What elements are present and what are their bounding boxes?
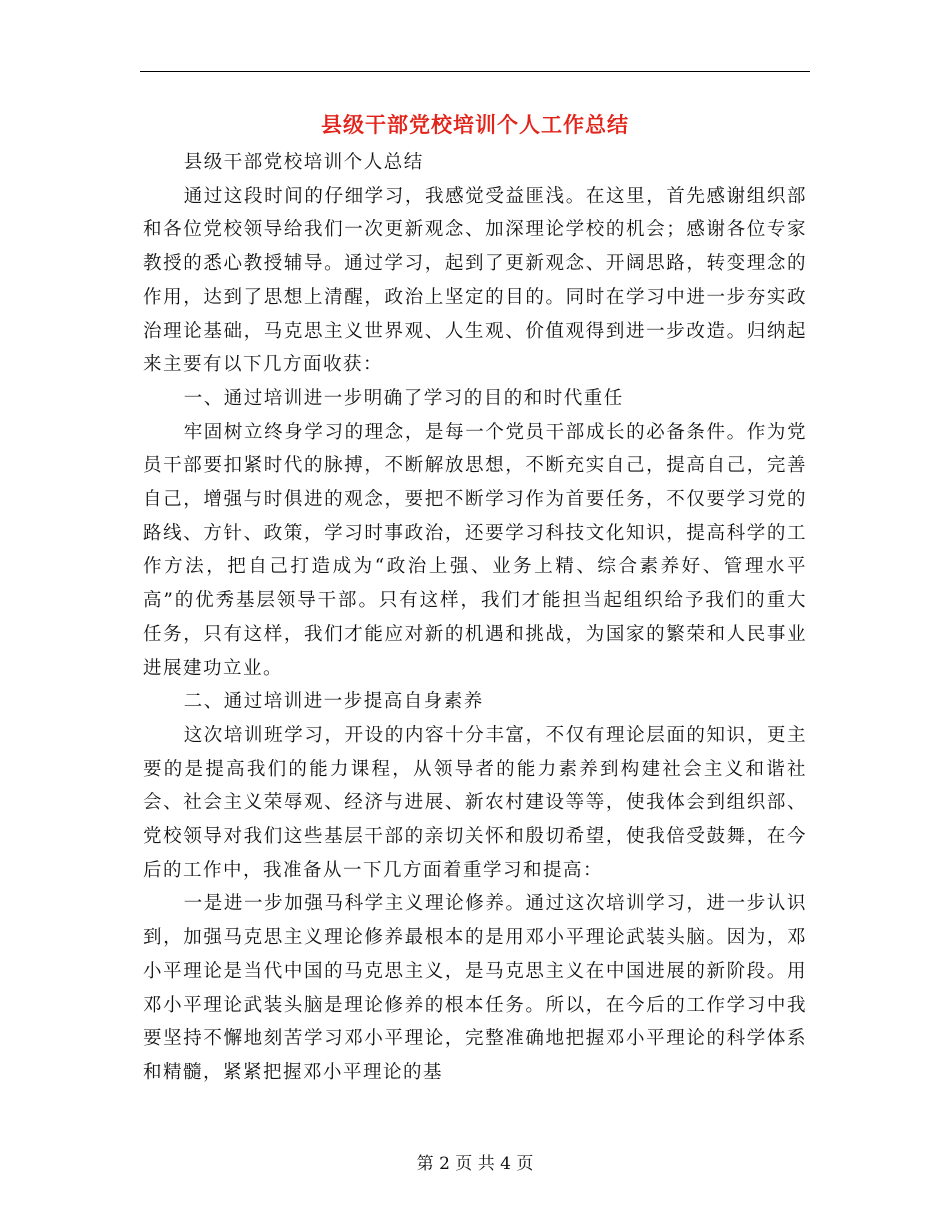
body-paragraph: 牢固树立终身学习的理念，是每一个党员干部成长的必备条件。作为党员干部要扣紧时代的脉搏，不断解放思想，不断充实自己，提高自己，完善自己，增强与时俱进的观念，要把不断学习作为首要任务，不仅要学习党的路线、方针、政策，学习时事政治，还要学习科技文化知识，提高科学的工作方法，把自己打造成为“政治上强、业务上精、综合素养好、管理水平高”的优秀基层领导干部。只有这样，我们才能担当起组织给予我们的重大任务，只有这样，我们才能应对新的机遇和挑战，为国家的繁荣和人民事业进展建功立业。 xyxy=(143,421,807,679)
section-heading: 一、通过培训进一步明确了学习的目的和时代重任 xyxy=(183,387,624,409)
subtitle-paragraph: 县级干部党校培训个人总结 xyxy=(183,152,424,173)
body-paragraph: 通过这段时间的仔细学习，我感觉受益匪浅。在这里，首先感谢组织部和各位党校领导给我们一次更新观念、加深理论学校的机会；感谢各位专家教授的悉心教授辅导。通过学习，起到了更新观念、开阔思路，转变理念的作用，达到了思想上清醒，政治上坚定的目的。同时在学习中进一步夯实政治理论基础，马克思主义世界观、人生观、价值观得到进一步改造。归纳起来主要有以下几方面收获： xyxy=(143,185,807,376)
header-rule xyxy=(140,71,810,72)
page-number-footer: 第 2 页 共 4 页 xyxy=(416,1154,534,1174)
document-title: 县级干部党校培训个人工作总结 xyxy=(321,112,629,137)
body-paragraph: 一是进一步加强马科学主义理论修养。通过这次培训学习，进一步认识到，加强马克思主义理论修养最根本的是用邓小平理论武装头脑。因为，邓小平理论是当代中国的马克思主义，是马克思主义在中国进展的新阶段。用邓小平理论武装头脑是理论修养的根本任务。所以，在今后的工作学习中我要坚持不懈地刻苦学习邓小平理论，完整准确地把握邓小平理论的科学体系和精髓，紧紧把握邓小平理论的基 xyxy=(143,893,807,1083)
body-paragraph: 这次培训班学习，开设的内容十分丰富，不仅有理论层面的知识，更主要的是提高我们的能力课程，从领导者的能力素养到构建社会主义和谐社会、社会主义荣辱观、经济与进展、新农村建设等等，使我体会到组织部、党校领导对我们这些基层干部的亲切关怀和殷切希望，使我倍受鼓舞，在今后的工作中，我准备从一下几方面着重学习和提高： xyxy=(143,724,807,881)
document-body xyxy=(143,146,807,1090)
section-heading: 二、通过培训进一步提高自身素养 xyxy=(183,691,484,713)
